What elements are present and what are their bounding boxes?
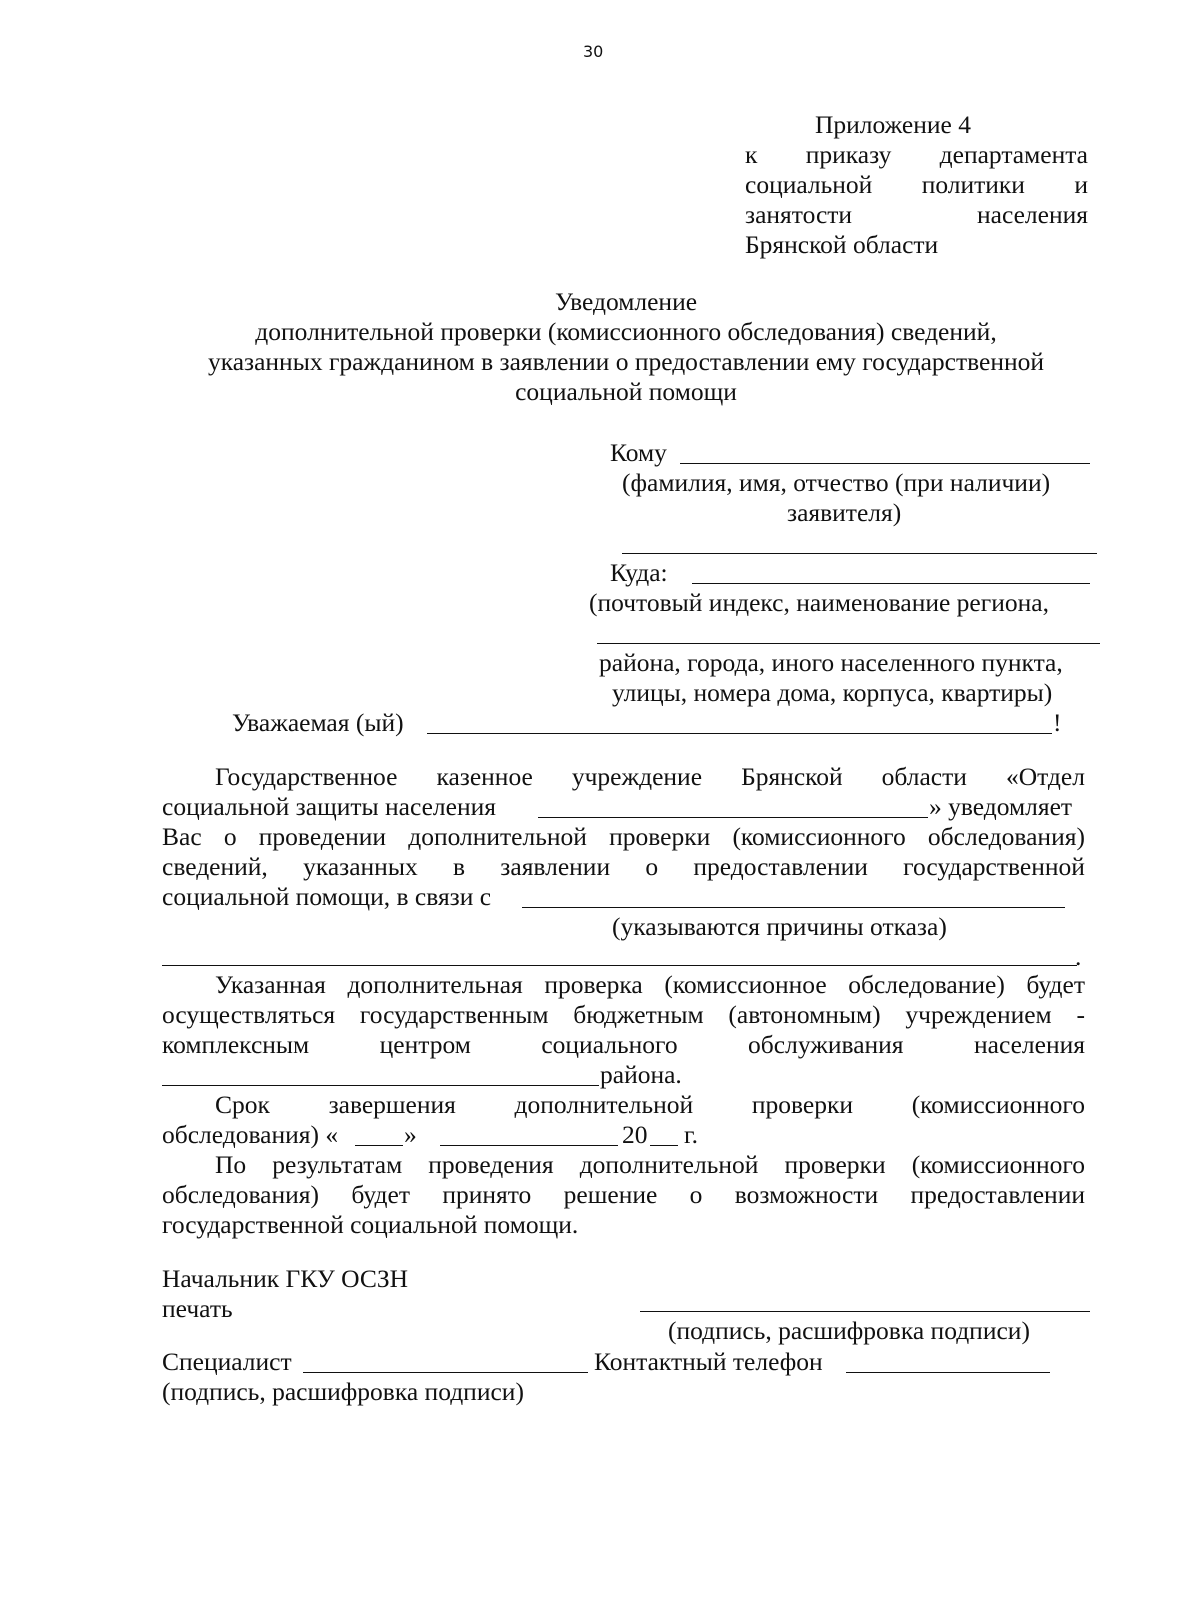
to-label: Кому (610, 438, 667, 467)
greeting-end: ! (1053, 708, 1062, 737)
heading-line-1: Уведомление (554, 287, 698, 316)
p3-line-2b: » (404, 1120, 417, 1149)
p3-line-2a: обследования) « (162, 1120, 339, 1149)
p2-line-3: комплексным центром социального обслуживания населения (162, 1030, 1085, 1059)
greeting-label: Уважаемая (ый) (232, 708, 404, 737)
p1-line-5: социальной помощи, в связи с (162, 882, 492, 911)
to-blank-line[interactable] (680, 463, 1090, 464)
p4-line-3: государственной социальной помощи. (162, 1210, 579, 1239)
specialist-label: Специалист (162, 1347, 292, 1376)
stamp-label: печать (162, 1294, 233, 1323)
p2-line-4: района. (600, 1060, 682, 1089)
p4-line-1: По результатам проведения дополнительной проверки (комиссионного (215, 1150, 1085, 1179)
p1-line-2b: » уведомляет (929, 792, 1073, 821)
p1-line-4: сведений, указанных в заявлении о предоставлении государственной (162, 852, 1085, 881)
p3-line-1: Срок завершения дополнительной проверки (комиссионного (215, 1090, 1085, 1119)
head-signature-hint: (подпись, расшифровка подписи) (668, 1316, 1030, 1345)
where-label: Куда: (610, 558, 668, 587)
heading-line-4: социальной помощи (515, 377, 737, 406)
heading-line-3: указанных гражданином в заявлении о предоставлении ему государственной (207, 347, 1045, 376)
where-blank-line[interactable] (692, 583, 1090, 584)
p2-line-2: осуществляться государственным бюджетным (автономным) учреждением - (162, 1000, 1085, 1029)
appendix-line-1: к приказу департамента (745, 140, 1088, 169)
phone-line[interactable] (846, 1372, 1050, 1373)
heading-line-2: дополнительной проверки (комиссионного обследования) сведений, (255, 317, 997, 346)
department-name-line[interactable] (538, 817, 928, 818)
appendix-title: Приложение 4 (815, 110, 971, 139)
reason-line[interactable] (522, 907, 1065, 908)
head-title: Начальник ГКУ ОСЗН (162, 1264, 409, 1293)
p3-line-2d: г. (684, 1120, 698, 1149)
day-line[interactable] (355, 1145, 403, 1146)
specialist-signature-line[interactable] (303, 1372, 588, 1373)
to-hint-2: заявителя) (787, 498, 902, 527)
year-line[interactable] (650, 1145, 678, 1146)
reason-line-2[interactable] (162, 965, 1077, 966)
reason-hint: (указываются причины отказа) (612, 912, 947, 941)
p1-line-3: Вас о проведении дополнительной проверки (комиссионного обследования) (162, 822, 1085, 851)
where-hint-2: района, города, иного населенного пункта, (599, 648, 1063, 677)
appendix-line-4: Брянской области (745, 230, 939, 259)
month-line[interactable] (440, 1145, 618, 1146)
p1-line-1: Государственное казенное учреждение Брянской области «Отдел (215, 762, 1085, 791)
p1-line-2a: социальной защиты населения (162, 792, 496, 821)
to-blank-line-2[interactable] (622, 553, 1097, 554)
to-hint-1: (фамилия, имя, отчество (при наличии) (622, 468, 1051, 497)
phone-label: Контактный телефон (594, 1347, 823, 1376)
where-hint-3: улицы, номера дома, корпуса, квартиры) (612, 678, 1053, 707)
p2-line-1: Указанная дополнительная проверка (комиссионное обследование) будет (215, 970, 1085, 999)
head-signature-line[interactable] (640, 1311, 1090, 1312)
reason-end: . (1075, 942, 1082, 971)
appendix-line-3: занятости населения (745, 200, 1088, 229)
greeting-name-line[interactable] (427, 733, 1052, 734)
p4-line-2: обследования) будет принято решение о возможности предоставлении (162, 1180, 1085, 1209)
where-hint-1: (почтовый индекс, наименование региона, (589, 588, 1049, 617)
district-line[interactable] (162, 1085, 599, 1086)
specialist-signature-hint: (подпись, расшифровка подписи) (162, 1377, 524, 1406)
where-blank-line-2[interactable] (597, 643, 1100, 644)
appendix-line-2: социальной политики и (745, 170, 1088, 199)
p3-line-2c: 20 (622, 1120, 648, 1149)
page-number: 30 (583, 42, 604, 61)
